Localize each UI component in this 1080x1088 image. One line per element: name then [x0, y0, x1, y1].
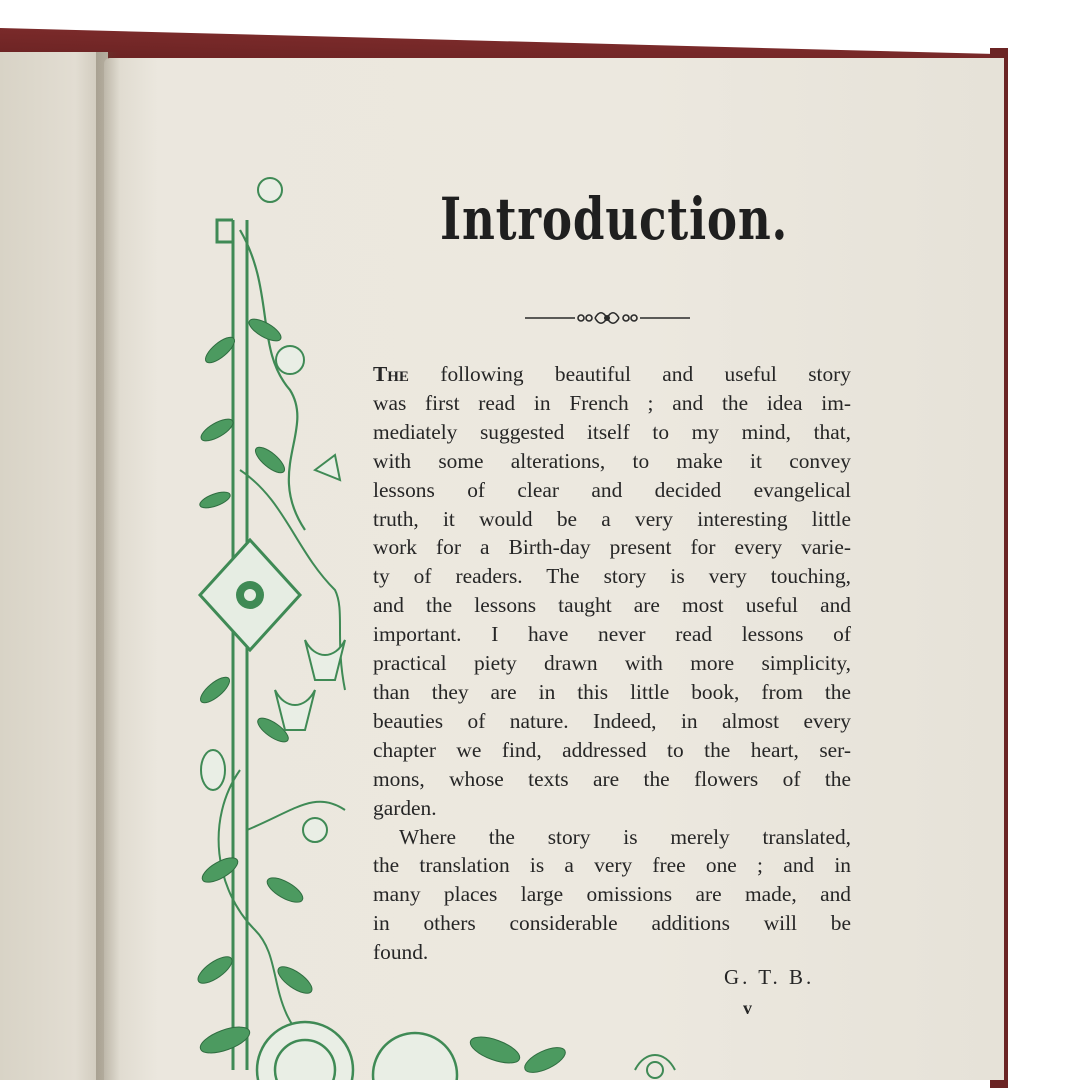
text-line: in others considerable additions will be — [373, 911, 851, 936]
text-line: was first read in French ; and the idea im- — [373, 390, 851, 415]
text-line: and the lessons taught are most useful and — [373, 593, 851, 618]
text-line: garden. — [373, 795, 437, 820]
signature: G. T. B. — [724, 965, 815, 989]
text-line: ty of readers. The story is very touching, — [373, 564, 851, 589]
text-line: lessons of clear and decided evangelical — [373, 477, 851, 502]
introduction-text — [373, 360, 851, 967]
text-line: work for a Birth-day present for every varie- — [373, 535, 851, 560]
facing-left-page — [0, 52, 108, 1080]
text-line: many places large omissions are made, and — [373, 882, 851, 907]
text-line: mediately suggested itself to my mind, that, — [373, 419, 851, 444]
text-line: truth, it would be a very interesting little — [373, 506, 851, 531]
text-line: beauties of nature. Indeed, in almost every — [373, 708, 851, 733]
text-line: with some alterations, to make it convey — [373, 448, 851, 473]
floral-bottom-icon — [195, 1000, 715, 1080]
page-number: v — [743, 998, 752, 1018]
lead-word: The — [373, 362, 409, 386]
text-line: chapter we find, addressed to the heart, ser- — [373, 737, 851, 762]
text-line: mons, whose texts are the flowers of the — [373, 766, 851, 791]
text-line: the translation is a very free one ; and in — [373, 853, 851, 878]
gutter-shadow — [96, 52, 120, 1080]
text-line: than they are in this little book, from the — [373, 679, 851, 704]
text-line: Where the story is merely translated, — [399, 824, 851, 849]
page-title: Introduction. — [440, 185, 789, 253]
text-line: found. — [373, 940, 429, 965]
floral-border-icon — [195, 170, 365, 1080]
text-line: The following beautiful and useful story — [373, 362, 851, 386]
divider-ornament-icon — [525, 308, 690, 328]
text-line: important. I have never read lessons of — [373, 622, 851, 647]
text-line: practical piety drawn with more simplicity, — [373, 651, 851, 676]
